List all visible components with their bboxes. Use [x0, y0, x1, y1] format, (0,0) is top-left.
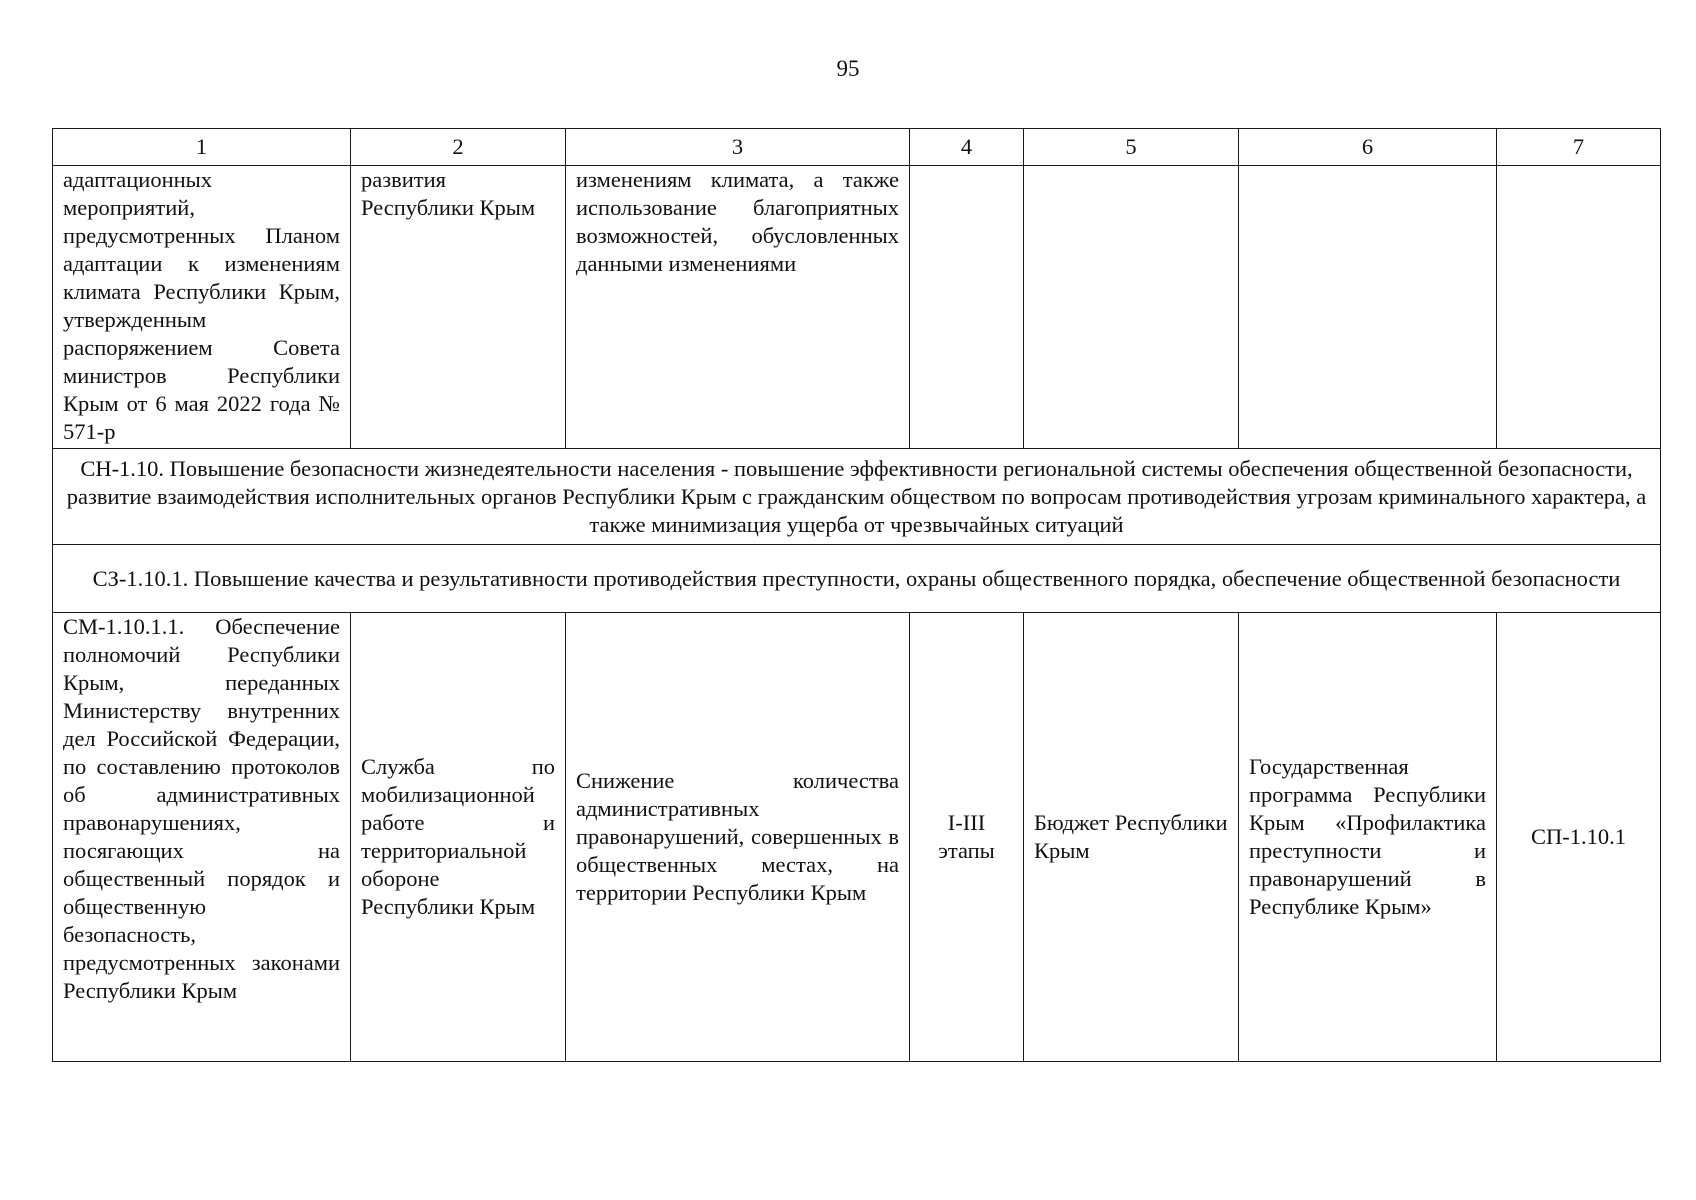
cell-stages-empty: [910, 166, 1024, 449]
goal-row: [53, 545, 1661, 613]
cell-result: Снижение количества административных правонарушений, совершенных в общественных местах, на территории Республики Крым: [566, 613, 910, 1062]
column-header-6: 6: [1239, 129, 1497, 166]
section-row: [53, 449, 1661, 545]
table-header-row: [53, 129, 1661, 166]
cell-result-continued: изменениям климата, а также использование благоприятных возможностей, обусловленных данными изменениями: [566, 166, 910, 449]
cell-code-empty: [1497, 166, 1661, 449]
section-heading: СН-1.10. Повышение безопасности жизнедеятельности населения - повышение эффективности региональной системы обеспечения общественной безопасности, развитие взаимодействия исполнительных органов Республики Крым с гражданским обществом по вопросам противодействия угрозам криминального характера, а также минимизация ущерба от чрезвычайных ситуаций: [53, 449, 1661, 545]
cell-stages: [910, 613, 1024, 1062]
cell-responsible-continued: развития Республики Крым: [351, 166, 566, 449]
page-number: 95: [836, 56, 860, 81]
stages-range: I-III: [947, 810, 986, 835]
cell-responsible: Служба по мобилизационной работе и территориальной обороне Республики Крым: [351, 613, 566, 1062]
column-header-2: 2: [351, 129, 566, 166]
cell-measure: СМ-1.10.1.1. Обеспечение полномочий Республики Крым, переданных Министерству внутренних дел Российской Федерации, по составлению протоколов об административных правонарушениях, посягающих на общественный порядок и общественную безопасность, предусмотренных законами Республики Крым: [53, 613, 351, 1062]
cell-code: СП-1.10.1: [1497, 613, 1661, 1062]
stages-label: этапы: [938, 838, 995, 863]
column-header-3: 3: [566, 129, 910, 166]
table-row: [53, 166, 1661, 449]
table-row: [53, 613, 1661, 1062]
cell-source-empty: [1024, 166, 1239, 449]
goal-heading: СЗ-1.10.1. Повышение качества и результативности противодействия преступности, охраны общественного порядка, обеспечение общественной безопасности: [53, 545, 1661, 613]
cell-program-empty: [1239, 166, 1497, 449]
column-header-1: 1: [53, 129, 351, 166]
cell-funding-source: Бюджет Республики Крым: [1024, 613, 1239, 1062]
column-header-5: 5: [1024, 129, 1239, 166]
document-table: [52, 128, 1661, 1062]
column-header-4: 4: [910, 129, 1024, 166]
cell-measure-continued: адаптационных мероприятий, предусмотренных Планом адаптации к изменениям климата Республики Крым, утвержденным распоряжением Совета министров Республики Крым от 6 мая 2022 года № 571-р: [53, 166, 351, 449]
column-header-7: 7: [1497, 129, 1661, 166]
cell-program: Государственная программа Республики Крым «Профилактика преступности и правонарушений в Республике Крым»: [1239, 613, 1497, 1062]
